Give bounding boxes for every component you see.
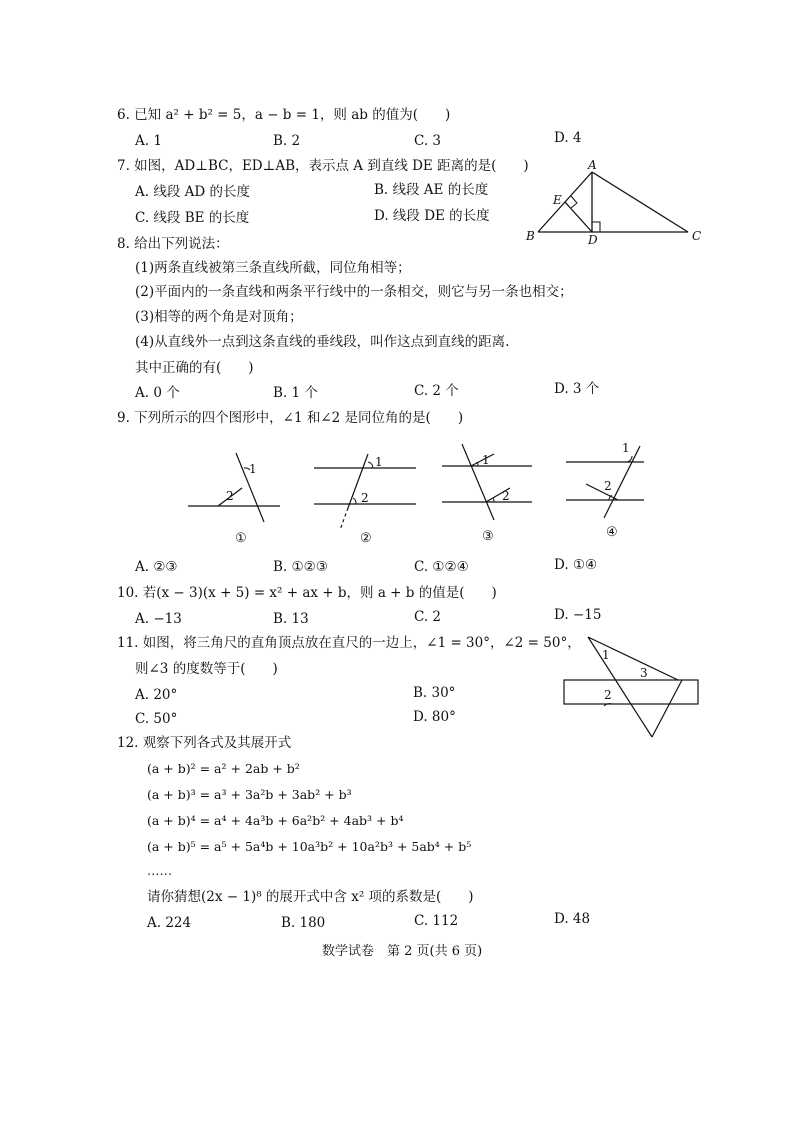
- q8-statement-4: (4)从直线外一点到这条直线的垂线段，叫作这点到直线的距离.: [135, 334, 510, 350]
- q7-option-d: D. 线段 DE 的长度: [374, 208, 490, 224]
- q6-option-c: C. 3: [414, 133, 442, 149]
- q7-label-b: B: [526, 229, 535, 243]
- q6-option-d: D. 4: [554, 130, 582, 146]
- q11-option-b: B. 30°: [413, 685, 456, 701]
- q12-prompt: 请你猜想(2x − 1)⁸ 的展开式中含 x² 项的系数是( ): [147, 889, 474, 905]
- q9-figure-4: [560, 438, 660, 546]
- q10-option-b: B. 13: [273, 611, 309, 627]
- q6-option-a: A. 1: [135, 133, 162, 149]
- q9-option-b: B. ①②③: [273, 559, 328, 575]
- q9-fig3-angle-1: 1: [482, 453, 490, 467]
- q8-option-c: C. 2 个: [414, 383, 459, 399]
- q8-statement-2: (2)平面内的一条直线和两条平行线中的一条相交，则它与另一条也相交；: [135, 284, 573, 300]
- q12-formula-1: (a + b)² = a² + 2ab + b²: [147, 761, 300, 776]
- q9-fig1-label: ①: [235, 531, 247, 546]
- q11-label-2: 2: [604, 688, 612, 702]
- q9-fig4-label: ④: [606, 525, 618, 540]
- q12-option-c: C. 112: [414, 913, 459, 929]
- q11-stem-continued: 则∠3 的度数等于( ): [135, 661, 278, 677]
- q8-stem: 8. 给出下列说法：: [117, 236, 229, 252]
- q9-option-c: C. ①②④: [414, 559, 469, 575]
- q7-label-e: E: [553, 193, 562, 207]
- q10-option-d: D. −15: [554, 607, 602, 623]
- q11-option-d: D. 80°: [413, 709, 456, 725]
- q9-figure-1: [182, 448, 287, 548]
- q8-option-b: B. 1 个: [273, 385, 318, 401]
- q9-fig2-label: ②: [360, 531, 372, 546]
- q11-stem: 11. 如图，将三角尺的直角顶点放在直尺的一边上，∠1 = 30°，∠2 = 50°，: [117, 635, 581, 651]
- q7-option-b: B. 线段 AE 的长度: [374, 182, 489, 198]
- q9-option-a: A. ②③: [135, 559, 178, 575]
- q6-stem: 6. 已知 a² + b² = 5，a − b = 1，则 ab 的值为( ): [117, 107, 451, 123]
- q7-option-a: A. 线段 AD 的长度: [135, 184, 250, 200]
- q11-option-c: C. 50°: [135, 711, 178, 727]
- q12-ellipsis: ……: [147, 863, 172, 878]
- q12-formula-3: (a + b)⁴ = a⁴ + 4a³b + 6a²b² + 4ab³ + b⁴: [147, 813, 404, 828]
- q7-option-c: C. 线段 BE 的长度: [135, 210, 250, 226]
- q12-stem: 12. 观察下列各式及其展开式: [117, 735, 292, 751]
- q9-stem: 9. 下列所示的四个图形中，∠1 和∠2 是同位角的是( ): [117, 410, 464, 426]
- q8-option-d: D. 3 个: [554, 381, 600, 397]
- q8-statement-1: (1)两条直线被第三条直线所截，同位角相等；: [135, 260, 411, 276]
- q11-label-3: 3: [640, 666, 648, 680]
- q10-option-a: A. −13: [135, 611, 182, 627]
- q7-label-d: D: [588, 233, 598, 245]
- q10-option-c: C. 2: [414, 609, 442, 625]
- q11-figure: [560, 632, 710, 744]
- page-footer: 数学试卷 第 2 页(共 6 页): [322, 944, 483, 959]
- q12-formula-2: (a + b)³ = a³ + 3a²b + 3ab² + b³: [147, 787, 352, 802]
- q12-option-b: B. 180: [281, 915, 326, 931]
- q11-label-1: 1: [602, 648, 610, 662]
- q9-fig4-angle-1: 1: [622, 441, 630, 455]
- q9-fig3-angle-2: 2: [502, 489, 510, 503]
- q9-fig4-angle-2: 2: [604, 479, 612, 493]
- q7-label-a: A: [588, 160, 597, 172]
- q9-fig2-angle-1: 1: [375, 455, 383, 469]
- q12-option-a: A. 224: [147, 915, 192, 931]
- q12-option-d: D. 48: [554, 911, 591, 927]
- q8-statement-3: (3)相等的两个角是对顶角；: [135, 309, 303, 325]
- q9-option-d: D. ①④: [554, 557, 598, 573]
- q8-option-a: A. 0 个: [135, 385, 180, 401]
- q9-fig2-angle-2: 2: [361, 491, 369, 505]
- q12-formula-4: (a + b)⁵ = a⁵ + 5a⁴b + 10a³b² + 10a²b³ + 5ab⁴ + b⁵: [147, 839, 472, 854]
- q9-fig1-angle-2: 2: [226, 489, 234, 503]
- q9-fig1-angle-1: 1: [249, 462, 257, 476]
- q9-figure-3: [438, 440, 538, 546]
- q8-prompt: 其中正确的有( ): [135, 360, 254, 376]
- q7-figure: [520, 160, 710, 245]
- q6-option-b: B. 2: [273, 133, 301, 149]
- q7-label-c: C: [692, 229, 702, 243]
- q7-stem: 7. 如图，AD⊥BC，ED⊥AB，表示点 A 到直线 DE 距离的是( ): [117, 158, 529, 174]
- q9-fig3-label: ③: [482, 529, 494, 544]
- q9-figure-2: [310, 448, 422, 548]
- q11-option-a: A. 20°: [135, 687, 178, 703]
- q10-stem: 10. 若(x − 3)(x + 5) = x² + ax + b，则 a + b 的值是( ): [117, 585, 497, 601]
